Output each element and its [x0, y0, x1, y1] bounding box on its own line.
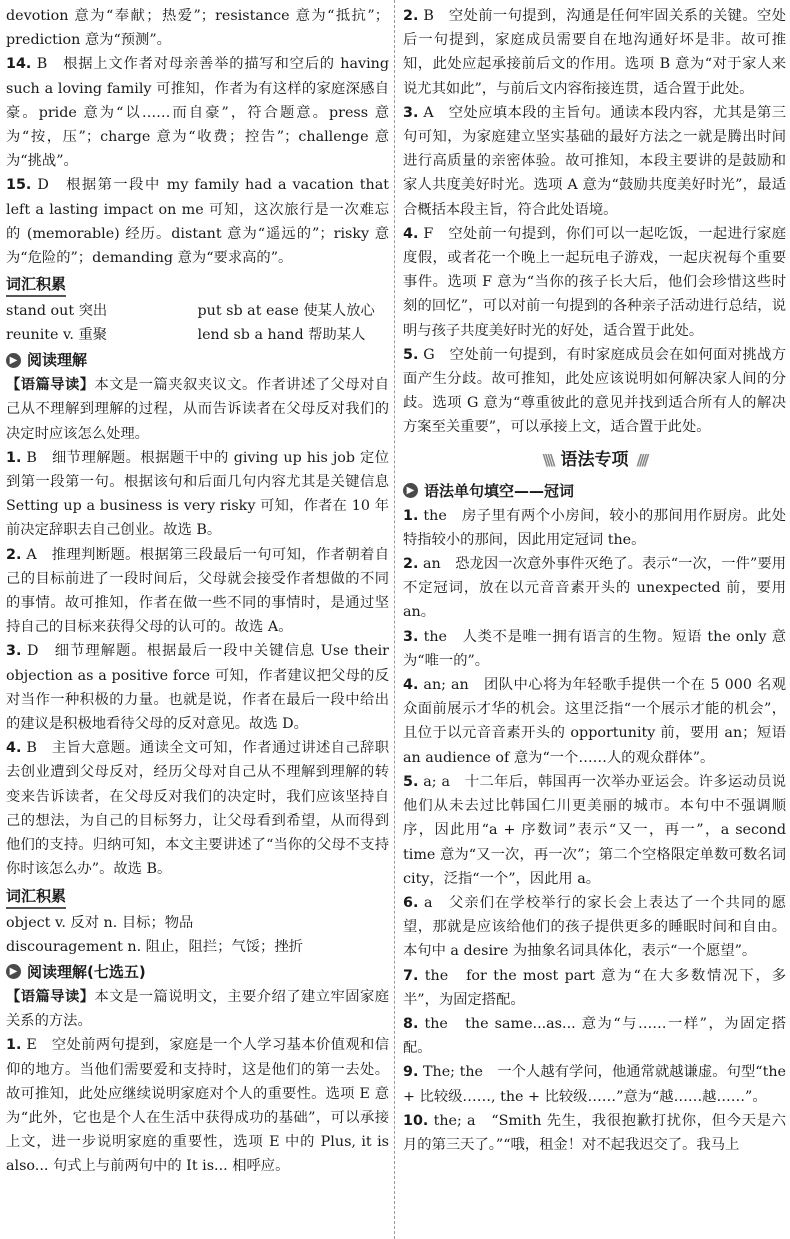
- reading-answer-3: [6, 639, 389, 736]
- seven-five-answer-4: [403, 222, 786, 343]
- answer-text: A 空处应填本段的主旨句。通读本段内容，尤其是第三句可知，为家庭建立坚实基础的最好方法之一就是腾出时间进行高质量的亲密体验。故可推知，本段主要讲的是鼓励和家人共度美好时光。选项 A 意为“鼓励共度美好时光”，最适合概括本段主旨，符合此处语境。: [403, 104, 787, 218]
- answer-number: 6.: [403, 894, 419, 911]
- answer-15: [6, 173, 389, 270]
- answer-text: the for the most part 意为“在大多数情况下，多半”，为固定搭配。: [403, 967, 786, 1008]
- vocab-item: stand out 突出: [6, 303, 108, 320]
- reading-title-text: 阅读理解(七选五): [27, 962, 146, 981]
- answer-number: 8.: [403, 1015, 419, 1032]
- answer-text: an; an 团队中心将为年轻歌手提供一个在 5 000 名观众面前展示才华的机会。这里泛指“一个展示才能的机会”，且位于以元音音素开头的 opportunity 前，要用 an；短语 an audience of 意为“一个……人的观众群体”。: [403, 677, 787, 766]
- answer-text: the the same...as... 意为“与……一样”，为固定搭配。: [403, 1015, 786, 1057]
- passage-guide: [6, 985, 389, 1033]
- answer-text: The; the 一个人越有学问，他通常就越谦虚。句型“the + 比较级……, the + 比较级……”意为“越……越……”。: [403, 1064, 786, 1105]
- grammar-answer: [403, 504, 786, 552]
- answer-number: 4.: [403, 677, 419, 694]
- answer-number: 3.: [403, 104, 419, 121]
- column-divider: [394, 0, 395, 1239]
- answer-text: a 父亲们在学校举行的家长会上表达了一个共同的愿望，那就是应该给他们的孩子提供更多的睡眠时间和自由。本句中 a desire 为抽象名词具体化，表示“一个愿望”。: [403, 894, 786, 960]
- grammar-answer: [403, 1109, 786, 1157]
- answer-text: the; a “Smith 先生，我很抱歉打扰你，但今天是六月的第三天了。”“哦，租金！对不起我迟交了。我马上: [403, 1112, 786, 1153]
- guide-tag: 【语篇导读】: [6, 377, 95, 394]
- grammar-title-text: 语法单句填空——冠词: [424, 481, 575, 500]
- grammar-answer: [403, 964, 786, 1012]
- answer-number: 10.: [403, 1112, 429, 1129]
- answer-text: A 推理判断题。根据第三段最后一句可知，作者朝着自己的目标前进了一段时间后，父母就会接受作者想做的不同的事情。故可推知，作者在做一些不同的事情时，是通过坚持自己的目标来获得父母的认可的。故选 A。: [6, 546, 390, 636]
- left-column: [6, 4, 389, 1179]
- answer-text: E 空处前两句提到，家庭是一个人学习基本价值观和信仰的地方。当他们需要爱和支持时，这是他们的第一去处。故可推知，此处应继续说明家庭对个人的重要性。选项 E 意为“此外，它也是个人在生活中获得成功的基础”，可以承接上文，进一步说明家庭的重要性，选项 E 中的 Plus, it is also... 句式上与前两句中的 It is... 相呼应。: [6, 1037, 390, 1175]
- vocab-note-top: devotion 意为“奉献；热爱”；resistance 意为“抵抗”；prediction 意为“预测”。: [6, 8, 389, 49]
- arrow-right-icon: ▶: [6, 353, 21, 368]
- seven-five-answer-1: [6, 1033, 389, 1178]
- answer-text: B 空处前一句提到，沟通是任何牢固关系的关键。空处后一句提到，家庭成员需要自在地沟通好坏是非。故可推知，此处应起承接前后文的作用。选项 B 意为“对于家人来说尤其如此”，与前后文内容衔接连贯，适合置于此处。: [403, 8, 786, 97]
- reading-title-text: 阅读理解: [27, 351, 88, 370]
- answer-number: 7.: [403, 967, 419, 984]
- vocab-row: [6, 299, 389, 323]
- answer-number: 1.: [6, 1037, 22, 1054]
- reading-section-title: [6, 347, 389, 373]
- vocab-item: reunite v. 重聚: [6, 327, 108, 344]
- answer-14: [6, 52, 389, 173]
- answer-number: 3.: [6, 643, 22, 660]
- vocab-section-title: 词汇积累: [6, 273, 66, 297]
- vocab-item: put sb at ease 使某人放心: [197, 303, 375, 320]
- vocab-line: discouragement n. 阻止，阻拦；气馁；挫折: [6, 938, 303, 955]
- arrow-right-icon: ▶: [6, 964, 21, 979]
- grammar-answer: [403, 552, 786, 625]
- right-column: [403, 4, 786, 1157]
- answer-text: a; a 十二年后，韩国再一次举办亚运会。许多运动员说他们从未去过比韩国仁川更美丽的城市。本句中不强调顺序，因此用“a + 序数词”表示“又一，再一”，a second time 意为“又一次，再一次”；第二个空格限定单数可数名词 city，泛指“一个”，因此用 a。: [403, 773, 786, 887]
- answer-number: 2.: [403, 8, 419, 24]
- answer-text: the 人类不是唯一拥有语言的生物。短语 the only 意为“唯一的”。: [403, 628, 786, 669]
- grammar-answer: [403, 1012, 786, 1060]
- grammar-answer: [403, 1060, 786, 1108]
- reading-answer-4: [6, 736, 389, 881]
- grammar-answer-list: [403, 504, 786, 1157]
- answer-text: G 空处前一句提到，有时家庭成员会在如何面对挑战方面产生分歧。故可推知，此处应该说明如何解决家人间的分歧。选项 G 意为“尊重彼此的意见并找到适合所有人的解决方案至关重要”，可以承接上文，适合置于此处。: [403, 346, 786, 436]
- answer-text: an 恐龙因一次意外事件灭绝了。表示“一次，一件”要用不定冠词，放在以元音音素开头的 unexpected 前，要用 an。: [403, 556, 786, 621]
- answer-text: F 空处前一句提到，你们可以一起吃饭，一起进行家庭度假，或者花一个晚上一起玩电子游戏，一起庆祝每个重要事件。选项 F 意为“当你的孩子长大后，他们会珍惜这些时刻的回忆”，可以对前一句提到的各种亲子活动进行总结，说明与孩子共度美好时光的好处，适合置于此处。: [403, 225, 787, 339]
- passage-guide: [6, 373, 389, 446]
- answer-number: 9.: [403, 1064, 419, 1081]
- answer-number: 2.: [6, 546, 22, 563]
- grammar-answer: [403, 673, 786, 770]
- answer-number: 4.: [6, 740, 22, 757]
- answer-number: 15.: [6, 177, 32, 194]
- grammar-banner: [403, 446, 786, 474]
- seven-five-answer-5: [403, 343, 786, 440]
- guide-text: 本文是一篇说明文，主要介绍了建立牢固家庭关系的方法。: [6, 988, 390, 1030]
- answer-number: 14.: [6, 56, 32, 73]
- stripes-decoration: ////: [636, 450, 647, 469]
- stripes-decoration: \\\\: [542, 450, 553, 469]
- answer-number: 4.: [403, 225, 419, 242]
- answer-number: 1.: [403, 507, 419, 524]
- answer-number: 5.: [403, 346, 419, 363]
- reading-section-title: [6, 959, 389, 985]
- reading-answer-2: [6, 543, 389, 640]
- reading-answer-1: [6, 446, 389, 543]
- vocab-item: lend sb a hand 帮助某人: [197, 327, 366, 344]
- arrow-right-icon: ▶: [403, 483, 418, 498]
- answer-text: D 根据第一段中 my family had a vacation that left a lasting impact on me 可知，这次旅行是一次难忘的 (memorable) 经历。distant 意为“遥远的”；risky 意为“危险的”；demanding 意为“要求高的”。: [6, 177, 389, 267]
- guide-tag: 【语篇导读】: [6, 988, 95, 1005]
- answer-text: the 房子里有两个小房间，较小的那间用作厨房。此处特指较小的那间，因此用定冠词 the。: [403, 507, 786, 548]
- grammar-answer: [403, 770, 786, 891]
- answer-number: 3.: [403, 628, 419, 645]
- vocab-line: object v. 反对 n. 目标；物品: [6, 914, 194, 931]
- answer-text: D 细节理解题。根据最后一段中关键信息 Use their objection as a positive force 可知，作者建议把父母的反对当作一种积极的力量。也就是说，作者在最后一段中给出的建议是积极地看待父母的反对意见。故选 D。: [6, 643, 390, 733]
- guide-text: 本文是一篇夹叙夹议文。作者讲述了父母对自己从不理解到理解的过程，从而告诉读者在父母反对我们的决定时应该怎么处理。: [6, 377, 390, 442]
- vocab-section-title: 词汇积累: [6, 885, 66, 909]
- vocab-row: [6, 323, 389, 347]
- seven-five-answer-3: [403, 101, 786, 222]
- banner-title: 语法专项: [560, 449, 629, 470]
- grammar-answer: [403, 891, 786, 964]
- answer-text: B 根据上文作者对母亲善举的描写和空后的 having such a loving family 可推知，作者为有这样的家庭深感自豪。pride 意为“以……而自豪”，符合题意。press 意为“按，压”；charge 意为“收费；控告”；challenge 意为“挑战”。: [6, 56, 390, 170]
- answer-text: B 主旨大意题。通读全文可知，作者通过讲述自己辞职去创业遭到父母反对，经历父母对自己从不理解到理解的转变来告诉读者，在父母反对我们的决定时，我们应该坚持自己的想法，为自己的目标努力，让父母看到希望，从而得到他们的支持。归纳可知，本文主要讲述了“当你的父母不支持你时该怎么办”。故选 B。: [6, 740, 389, 878]
- grammar-section-title: [403, 478, 786, 504]
- seven-five-answer-2: [403, 4, 786, 101]
- grammar-answer: [403, 625, 786, 673]
- answer-number: 2.: [403, 556, 419, 573]
- answer-number: 5.: [403, 773, 419, 790]
- answer-number: 1.: [6, 449, 22, 466]
- answer-text: B 细节理解题。根据题干中的 giving up his job 定位到第一段第一句。根据该句和后面几句内容尤其是关键信息 Setting up a business is very risky 可知，作者在 10 年前决定辞职去自己创业。故选 B。: [6, 449, 390, 539]
